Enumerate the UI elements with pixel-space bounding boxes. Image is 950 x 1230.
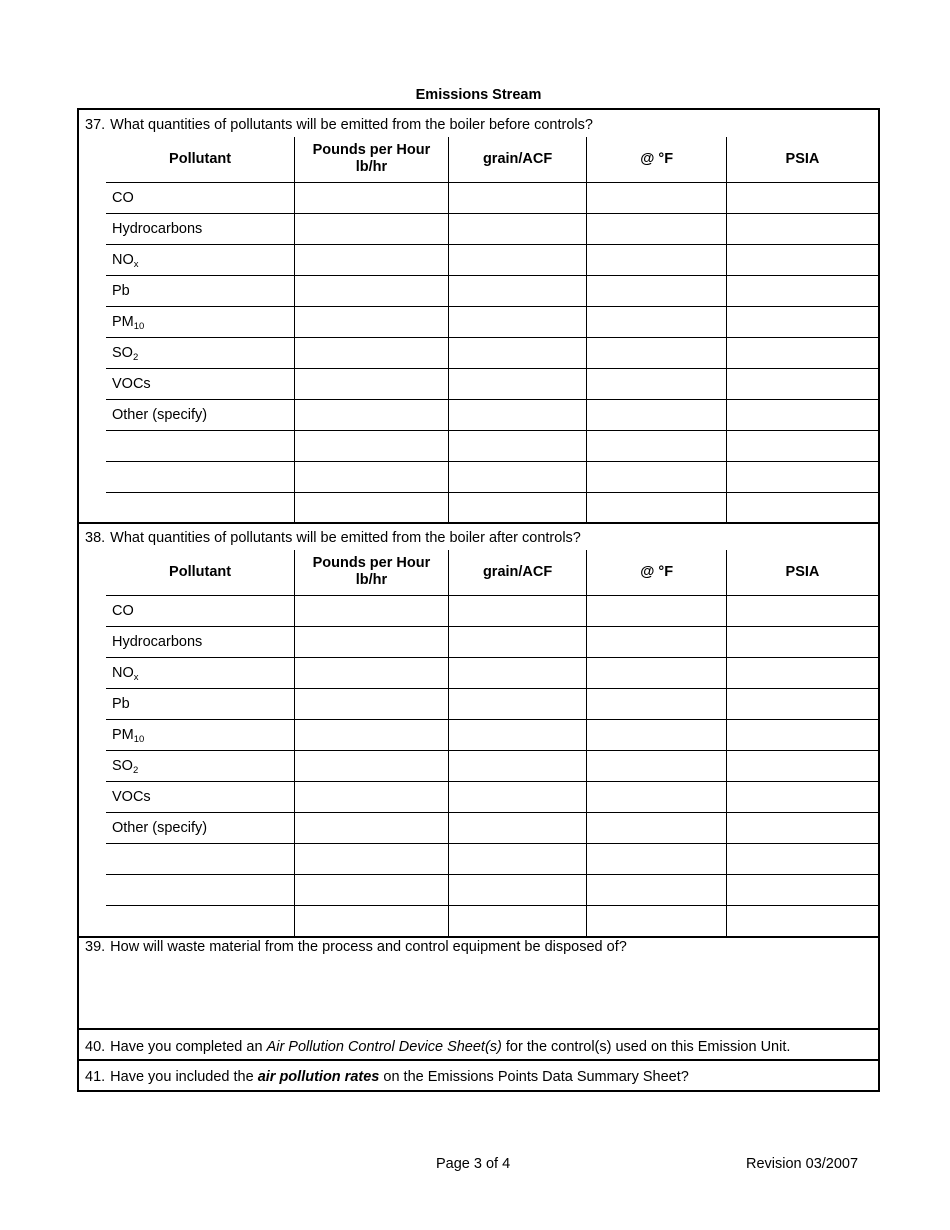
temperature-cell[interactable] [587, 905, 727, 936]
grain-acf-cell[interactable] [448, 688, 587, 719]
lb-hr-cell[interactable] [295, 595, 449, 626]
temperature-cell[interactable] [587, 213, 727, 244]
table-row [106, 213, 878, 244]
temperature-cell[interactable] [587, 874, 727, 905]
temperature-cell[interactable] [587, 461, 727, 492]
temperature-cell[interactable] [587, 595, 727, 626]
pollutant-table-after [106, 550, 878, 936]
grain-acf-cell[interactable] [448, 430, 587, 461]
temperature-cell[interactable] [587, 688, 727, 719]
col-psia: PSIA [726, 550, 878, 595]
lb-hr-cell[interactable] [295, 492, 449, 523]
temperature-cell[interactable] [587, 368, 727, 399]
table-row [106, 688, 878, 719]
other-pollutant-cell[interactable] [106, 461, 295, 492]
lb-hr-cell[interactable] [295, 244, 449, 275]
grain-acf-cell[interactable] [448, 492, 587, 523]
question-text-pre: Have you completed an [110, 1039, 267, 1055]
psia-cell[interactable] [726, 213, 878, 244]
lb-hr-cell[interactable] [295, 182, 449, 213]
table-row [106, 399, 878, 430]
other-pollutant-cell[interactable] [106, 430, 295, 461]
psia-cell[interactable] [726, 626, 878, 657]
grain-acf-cell[interactable] [448, 905, 587, 936]
question-number: 38. [85, 530, 106, 546]
pollutant-name: Hydrocarbons [106, 626, 295, 657]
grain-acf-cell[interactable] [448, 368, 587, 399]
section-divider [79, 936, 878, 938]
pollutant-name: Other (specify) [106, 812, 295, 843]
question-text: What quantities of pollutants will be emitted from the boiler before controls? [110, 117, 593, 133]
grain-acf-cell[interactable] [448, 213, 587, 244]
temperature-cell[interactable] [587, 182, 727, 213]
psia-cell[interactable] [726, 244, 878, 275]
lb-hr-cell[interactable] [295, 874, 449, 905]
col-temperature: @ °F [587, 137, 727, 182]
pollutant-name: VOCs [106, 368, 295, 399]
pollutant-table-before [106, 137, 878, 523]
table-row [106, 368, 878, 399]
pollutant-name: CO [106, 182, 295, 213]
col-pollutant: Pollutant [106, 137, 295, 182]
col-pollutant: Pollutant [106, 550, 295, 595]
psia-cell[interactable] [726, 182, 878, 213]
lb-hr-cell[interactable] [295, 843, 449, 874]
temperature-cell[interactable] [587, 430, 727, 461]
psia-cell[interactable] [726, 337, 878, 368]
temperature-cell[interactable] [587, 337, 727, 368]
col-pounds-per-hour: Pounds per Hour lb/hr [295, 137, 449, 182]
lb-hr-cell[interactable] [295, 275, 449, 306]
question-40 [85, 1039, 790, 1055]
psia-cell[interactable] [726, 430, 878, 461]
table-row [106, 275, 878, 306]
control-device-sheet-reference: Air Pollution Control Device Sheet(s) [266, 1039, 502, 1055]
pollutant-name: Pb [106, 275, 295, 306]
table-row-blank [106, 461, 878, 492]
table-row-blank [106, 430, 878, 461]
psia-cell[interactable] [726, 781, 878, 812]
grain-acf-cell[interactable] [448, 843, 587, 874]
pollutant-name: CO [106, 595, 295, 626]
grain-acf-cell[interactable] [448, 337, 587, 368]
temperature-cell[interactable] [587, 399, 727, 430]
lb-hr-cell[interactable] [295, 719, 449, 750]
question-number: 41. [85, 1069, 106, 1085]
lb-hr-cell[interactable] [295, 688, 449, 719]
pollutant-name: VOCs [106, 781, 295, 812]
psia-cell[interactable] [726, 843, 878, 874]
temperature-cell[interactable] [587, 492, 727, 523]
table-row [106, 750, 878, 781]
psia-cell[interactable] [726, 874, 878, 905]
table-row [106, 595, 878, 626]
question-number: 39. [85, 939, 106, 955]
psia-cell[interactable] [726, 688, 878, 719]
pollutant-name: $PM_{10}$ [106, 719, 295, 750]
psia-cell[interactable] [726, 905, 878, 936]
pollutant-name: $SO_2$ [106, 337, 295, 368]
other-pollutant-cell[interactable] [106, 843, 295, 874]
grain-acf-cell[interactable] [448, 719, 587, 750]
temperature-cell[interactable] [587, 626, 727, 657]
grain-acf-cell[interactable] [448, 874, 587, 905]
psia-cell[interactable] [726, 275, 878, 306]
question-text: How will waste material from the process and control equipment be disposed of? [110, 939, 627, 955]
lb-hr-cell[interactable] [295, 461, 449, 492]
page-title: Emissions Stream [415, 87, 542, 103]
psia-cell[interactable] [726, 719, 878, 750]
psia-cell[interactable] [726, 595, 878, 626]
table-row [106, 626, 878, 657]
question-text-post: on the Emissions Points Data Summary Sheet? [379, 1069, 689, 1085]
pollutant-name: Hydrocarbons [106, 213, 295, 244]
temperature-cell[interactable] [587, 812, 727, 843]
grain-acf-cell[interactable] [448, 275, 587, 306]
question-38 [85, 530, 581, 546]
question-text: What quantities of pollutants will be emitted from the boiler after controls? [110, 530, 581, 546]
revision-date: Revision 03/2007 [746, 1156, 859, 1172]
pollutant-name: $NO_x$ [106, 657, 295, 688]
lb-hr-cell[interactable] [295, 213, 449, 244]
question-text-pre: Have you included the [110, 1069, 258, 1085]
other-pollutant-cell[interactable] [106, 874, 295, 905]
col-psia: PSIA [726, 137, 878, 182]
page-number: Page 3 of 4 [436, 1156, 511, 1172]
question-text-post: for the control(s) used on this Emission Unit. [501, 1039, 791, 1055]
lb-hr-cell[interactable] [295, 750, 449, 781]
pollutant-name: Other (specify) [106, 399, 295, 430]
temperature-cell[interactable] [587, 306, 727, 337]
pollutant-name: $SO_2$ [106, 750, 295, 781]
lb-hr-cell[interactable] [295, 626, 449, 657]
lb-hr-cell[interactable] [295, 781, 449, 812]
grain-acf-cell[interactable] [448, 399, 587, 430]
table-header-row [106, 550, 878, 595]
table-row [106, 781, 878, 812]
grain-acf-cell[interactable] [448, 244, 587, 275]
section-divider [79, 522, 878, 524]
section-divider [79, 1028, 878, 1030]
grain-acf-cell[interactable] [448, 657, 587, 688]
psia-cell[interactable] [726, 812, 878, 843]
temperature-cell[interactable] [587, 719, 727, 750]
grain-acf-cell[interactable] [448, 182, 587, 213]
psia-cell[interactable] [726, 399, 878, 430]
pollutant-name: Pb [106, 688, 295, 719]
grain-acf-cell[interactable] [448, 781, 587, 812]
grain-acf-cell[interactable] [448, 306, 587, 337]
temperature-cell[interactable] [587, 843, 727, 874]
grain-acf-cell[interactable] [448, 461, 587, 492]
table-row [106, 812, 878, 843]
emissions-form [77, 108, 880, 1092]
grain-acf-cell[interactable] [448, 812, 587, 843]
table-header-row [106, 137, 878, 182]
lb-hr-cell[interactable] [295, 905, 449, 936]
temperature-cell[interactable] [587, 244, 727, 275]
psia-cell[interactable] [726, 368, 878, 399]
table-row [106, 244, 878, 275]
grain-acf-cell[interactable] [448, 626, 587, 657]
col-temperature: @ °F [587, 550, 727, 595]
temperature-cell[interactable] [587, 750, 727, 781]
other-pollutant-cell[interactable] [106, 492, 295, 523]
lb-hr-cell[interactable] [295, 337, 449, 368]
temperature-cell[interactable] [587, 275, 727, 306]
col-pounds-per-hour: Pounds per Hour lb/hr [295, 550, 449, 595]
question-number: 37. [85, 117, 106, 133]
table-row [106, 719, 878, 750]
psia-cell[interactable] [726, 306, 878, 337]
psia-cell[interactable] [726, 492, 878, 523]
col-grain-acf: grain/ACF [448, 137, 587, 182]
question-number: 40. [85, 1039, 106, 1055]
table-row [106, 182, 878, 213]
psia-cell[interactable] [726, 461, 878, 492]
table-row [106, 337, 878, 368]
table-row-blank [106, 905, 878, 936]
other-pollutant-cell[interactable] [106, 905, 295, 936]
lb-hr-cell[interactable] [295, 430, 449, 461]
col-grain-acf: grain/ACF [448, 550, 587, 595]
table-row-blank [106, 492, 878, 523]
table-row [106, 657, 878, 688]
psia-cell[interactable] [726, 750, 878, 781]
section-divider [79, 1059, 878, 1061]
grain-acf-cell[interactable] [448, 595, 587, 626]
temperature-cell[interactable] [587, 657, 727, 688]
pollutant-name: $NO_x$ [106, 244, 295, 275]
table-row [106, 306, 878, 337]
pollutant-name: $PM_{10}$ [106, 306, 295, 337]
question-39 [85, 939, 627, 955]
question-41 [85, 1069, 689, 1085]
question-37 [85, 117, 593, 133]
lb-hr-cell[interactable] [295, 657, 449, 688]
air-pollution-rates-emphasis: air pollution rates [257, 1069, 380, 1085]
psia-cell[interactable] [726, 657, 878, 688]
waste-disposal-answer-area[interactable] [79, 958, 878, 1028]
lb-hr-cell[interactable] [295, 368, 449, 399]
grain-acf-cell[interactable] [448, 750, 587, 781]
lb-hr-cell[interactable] [295, 306, 449, 337]
lb-hr-cell[interactable] [295, 812, 449, 843]
temperature-cell[interactable] [587, 781, 727, 812]
lb-hr-cell[interactable] [295, 399, 449, 430]
table-row-blank [106, 843, 878, 874]
table-row-blank [106, 874, 878, 905]
